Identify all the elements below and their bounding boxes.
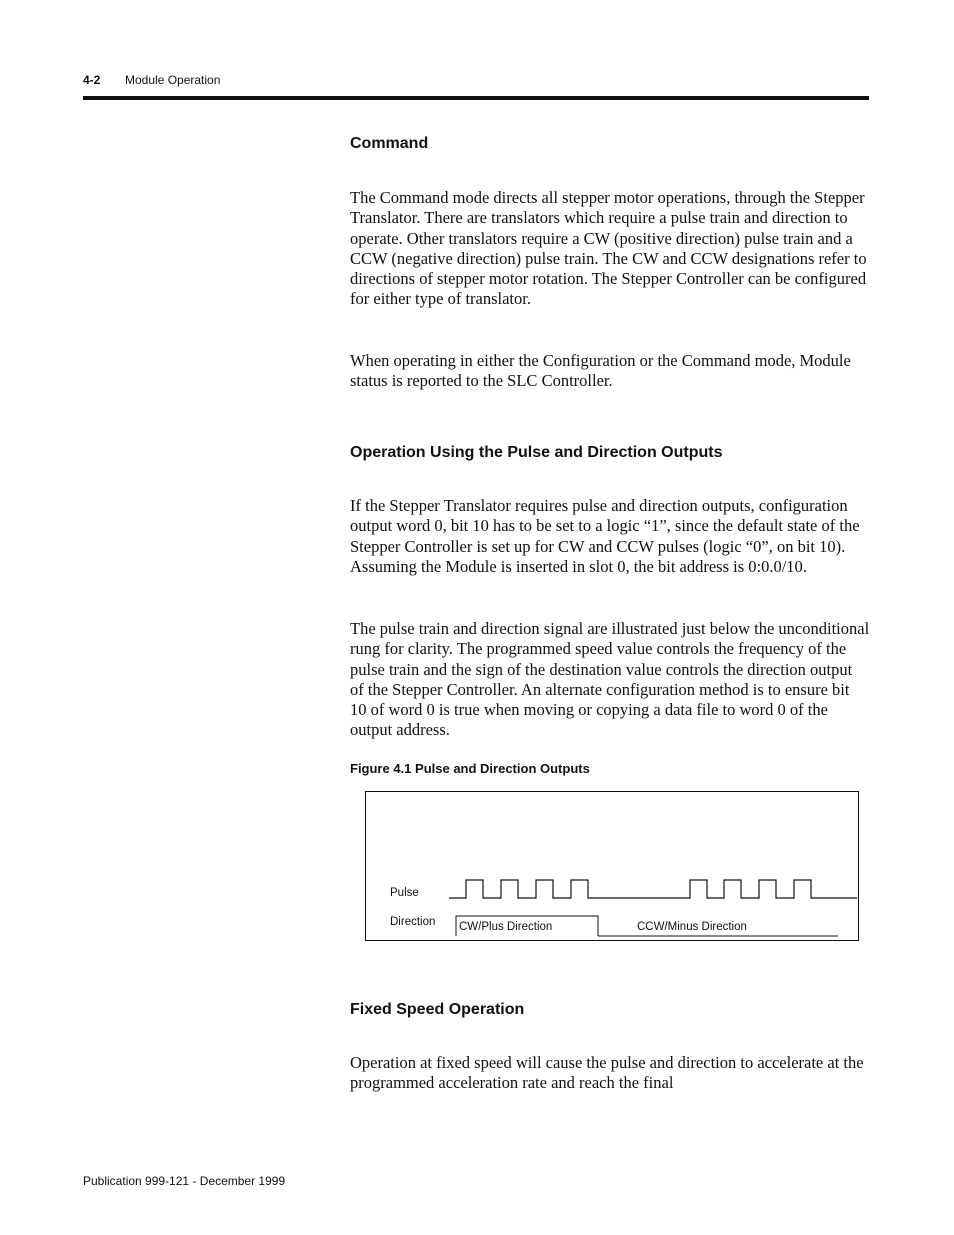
heading-command: Command [350, 135, 429, 152]
waveform-diagram [366, 792, 858, 940]
header-rule [83, 96, 869, 100]
pulse-direction-paragraph-1: If the Stepper Translator requires pulse and direction outputs, configuration output word 0, bit 10 has to be set to a logic “1”, since the default state of the Stepper Controller is set up for CW and CCW pulses (logic “0”, on bit 10). Assuming the Module is inserted in slot 0, the bit address is 0:0.0/10. [350, 496, 860, 576]
chapter-title: Module Operation [125, 73, 221, 87]
pulse-direction-paragraph-2: The pulse train and direction signal are illustrated just below the unconditional rung for clarity. The programmed speed value controls the frequency of the pulse train and the sign of the destination value controls the direction output of the Stepper Controller. An alternate configuration method is to ensure bit 10 of word 0 is true when moving or copying a data file to word 0 of the output address. [350, 619, 870, 740]
running-header [83, 73, 221, 87]
pulse-direction-figure [365, 791, 859, 941]
ccw-direction-label: CCW/Minus Direction [637, 921, 747, 933]
command-paragraph-2: When operating in either the Configuration or the Command mode, Module status is reported to the SLC Controller. [350, 351, 851, 391]
figure-caption: Figure 4.1 Pulse and Direction Outputs [350, 761, 590, 776]
pulse-waveform [449, 880, 857, 898]
heading-fixed-speed: Fixed Speed Operation [350, 1001, 525, 1018]
heading-pulse-direction: Operation Using the Pulse and Direction Outputs [350, 444, 723, 461]
direction-label: Direction [390, 916, 436, 928]
fixed-speed-paragraph-1: Operation at fixed speed will cause the pulse and direction to accelerate at the programmed acceleration rate and reach the final [350, 1053, 864, 1093]
cw-direction-label: CW/Plus Direction [459, 921, 553, 933]
pulse-label: Pulse [390, 887, 419, 899]
publication-footer: Publication 999-121 - December 1999 [83, 1174, 286, 1188]
command-paragraph-1: The Command mode directs all stepper motor operations, through the Stepper Translator. There are translators which require a pulse train and direction to operate. Other translators require a CW (positive direction) pulse train and a CCW (negative direction) pulse train. The CW and CCW designations refer to directions of stepper motor rotation. The Stepper Controller can be configured for either type of translator. [350, 188, 867, 309]
page-number: 4-2 [83, 73, 101, 87]
